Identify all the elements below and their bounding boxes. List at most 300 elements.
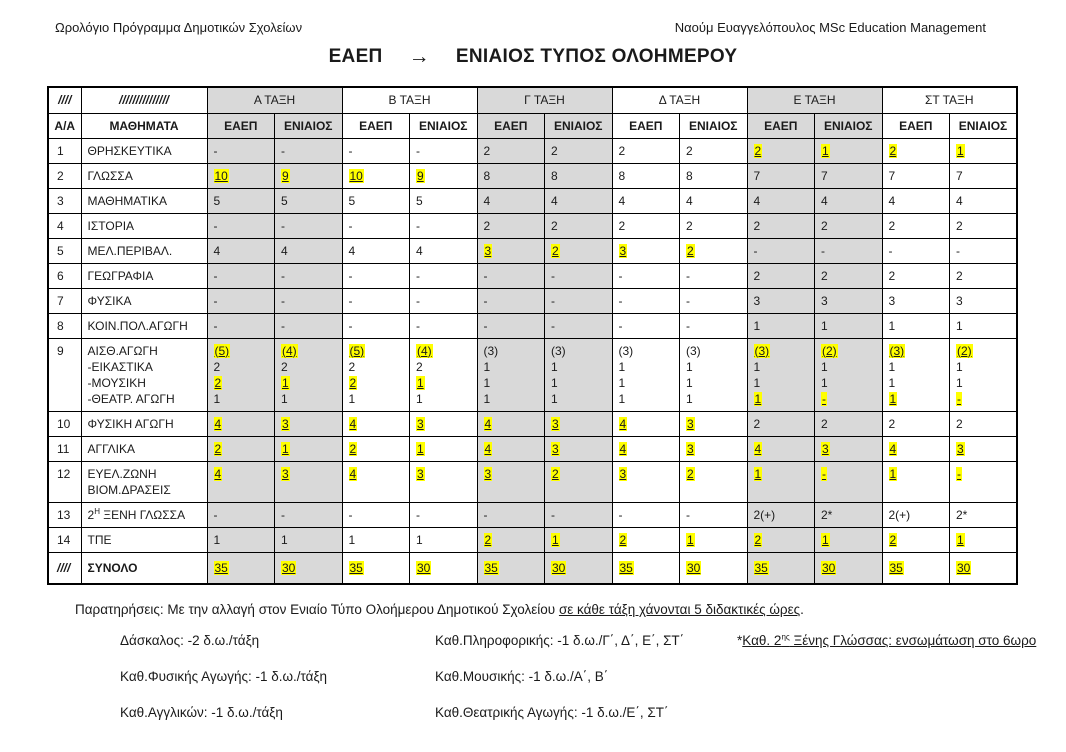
- value-cell: 2: [815, 213, 883, 238]
- row-number: 14: [48, 527, 81, 552]
- value-cell: 2: [747, 411, 815, 436]
- changed-value: 30: [822, 560, 836, 575]
- changed-value: 35: [349, 560, 363, 575]
- value-cell: 4: [612, 188, 680, 213]
- value-cell: [342, 411, 410, 436]
- value-cell: [680, 238, 748, 263]
- row-number: 2: [48, 163, 81, 188]
- schedule-table: [47, 86, 1018, 585]
- subject-row: [48, 436, 1017, 461]
- value-cell: [950, 436, 1018, 461]
- doc-header-left: Ωρολόγιο Πρόγραμμα Δημοτικών Σχολείων: [55, 20, 303, 35]
- value-cell: [477, 527, 545, 552]
- value-cell: -: [207, 213, 275, 238]
- total-value-cell: [275, 552, 343, 584]
- value-cell: 2: [950, 263, 1018, 288]
- notes-section: [0, 602, 1066, 720]
- value-cell: 3: [815, 288, 883, 313]
- subject-cell: ΙΣΤΟΡΙΑ: [81, 213, 207, 238]
- value-cell: 5: [342, 188, 410, 213]
- type-header: ΕΝΙΑΙΟΣ: [950, 113, 1018, 138]
- value-cell: 4: [882, 188, 950, 213]
- value-cell: 2: [882, 263, 950, 288]
- note-item: Δάσκαλος: -2 δ.ω./τάξη: [120, 632, 260, 648]
- value-cell: -: [477, 313, 545, 338]
- value-cell: (5) 2 2 1: [342, 338, 410, 411]
- total-value-cell: [207, 552, 275, 584]
- value-cell: 2: [950, 411, 1018, 436]
- changed-value: 3: [687, 441, 694, 456]
- value-cell: -: [410, 502, 478, 527]
- value-cell: -: [747, 238, 815, 263]
- changed-value: 3: [552, 416, 559, 431]
- value-cell: 1: [950, 313, 1018, 338]
- value-cell: (5) 2 2 1: [207, 338, 275, 411]
- corner-cell: ///////////////: [81, 87, 207, 113]
- value-cell: 7: [747, 163, 815, 188]
- total-label: ΣΥΝΟΛΟ: [81, 552, 207, 584]
- total-value-cell: [950, 552, 1018, 584]
- changed-value: (3): [754, 343, 770, 358]
- value-cell: [275, 461, 343, 502]
- changed-value: 1: [889, 391, 897, 406]
- value-cell: [747, 527, 815, 552]
- row-number: 9: [48, 338, 81, 411]
- value-cell: 4: [410, 238, 478, 263]
- value-cell: 2*: [815, 502, 883, 527]
- changed-value: 1: [822, 532, 829, 547]
- value-cell: -: [207, 288, 275, 313]
- notes-intro-tail: .: [800, 601, 804, 617]
- value-cell: [207, 411, 275, 436]
- subject-row: [48, 188, 1017, 213]
- value-cell: -: [680, 313, 748, 338]
- subject-cell: $2^H$ ΞΕΝΗ ΓΛΩΣΣΑ: [81, 502, 207, 527]
- changed-value: 1: [822, 143, 829, 158]
- value-cell: [815, 461, 883, 502]
- changed-value: 3: [417, 416, 424, 431]
- value-cell: [950, 138, 1018, 163]
- type-header: ΕΝΙΑΙΟΣ: [680, 113, 748, 138]
- changed-value: 1: [417, 441, 424, 456]
- value-cell: (4) 2 1 1: [275, 338, 343, 411]
- subject-row: [48, 288, 1017, 313]
- value-cell: 2(+): [882, 502, 950, 527]
- row-number: 13: [48, 502, 81, 527]
- value-cell: -: [275, 263, 343, 288]
- changed-value: 30: [417, 560, 431, 575]
- value-cell: 4: [275, 238, 343, 263]
- grade-header: Δ ΤΑΞΗ: [612, 87, 747, 113]
- value-cell: [545, 436, 613, 461]
- value-cell: (3) 1 1 1: [612, 338, 680, 411]
- row-number: 1: [48, 138, 81, 163]
- value-cell: [747, 461, 815, 502]
- value-cell: -: [612, 313, 680, 338]
- value-cell: -: [477, 288, 545, 313]
- changed-value: 30: [282, 560, 296, 575]
- changed-value: 2: [552, 243, 559, 258]
- value-cell: 3: [747, 288, 815, 313]
- value-cell: 8: [612, 163, 680, 188]
- value-cell: [612, 238, 680, 263]
- type-header: ΕΑΕΠ: [747, 113, 815, 138]
- row-number: 10: [48, 411, 81, 436]
- value-cell: [477, 436, 545, 461]
- type-header: ΕΑΕΠ: [882, 113, 950, 138]
- value-cell: (3) 1 1 1: [747, 338, 815, 411]
- value-cell: -: [342, 138, 410, 163]
- value-cell: 8: [680, 163, 748, 188]
- value-cell: -: [207, 313, 275, 338]
- title-eaep: ΕΑΕΠ: [328, 46, 383, 67]
- changed-value: -: [822, 391, 826, 406]
- value-cell: -: [612, 263, 680, 288]
- value-cell: [882, 527, 950, 552]
- value-cell: [410, 436, 478, 461]
- type-header: ΕΑΕΠ: [342, 113, 410, 138]
- doc-header-right: Ναούμ Ευαγγελόπουλος MSc Education Management: [674, 20, 986, 35]
- subject-row: [48, 263, 1017, 288]
- right-arrow-icon: →: [408, 45, 430, 68]
- value-cell: -: [207, 263, 275, 288]
- value-cell: [477, 461, 545, 502]
- value-cell: [882, 436, 950, 461]
- value-cell: -: [342, 213, 410, 238]
- value-cell: -: [680, 288, 748, 313]
- value-cell: -: [680, 502, 748, 527]
- subject-cell: ΓΛΩΣΣΑ: [81, 163, 207, 188]
- value-cell: [207, 163, 275, 188]
- value-cell: [680, 461, 748, 502]
- value-cell: -: [545, 502, 613, 527]
- changed-value: -: [957, 466, 961, 481]
- value-cell: -: [342, 288, 410, 313]
- changed-value: 3: [687, 416, 694, 431]
- value-cell: -: [815, 238, 883, 263]
- value-cell: -: [207, 502, 275, 527]
- value-cell: [612, 436, 680, 461]
- type-header: ΕΝΙΑΙΟΣ: [275, 113, 343, 138]
- notes-intro: [75, 602, 1066, 617]
- value-cell: [612, 461, 680, 502]
- subject-cell: ΘΡΗΣΚΕΥΤΙΚΑ: [81, 138, 207, 163]
- value-cell: 2: [815, 263, 883, 288]
- value-cell: -: [410, 263, 478, 288]
- value-cell: [680, 411, 748, 436]
- subject-cell: ΓΕΩΓΡΑΦΙΑ: [81, 263, 207, 288]
- value-cell: [275, 163, 343, 188]
- value-cell: 7: [950, 163, 1018, 188]
- row-number: 6: [48, 263, 81, 288]
- value-cell: 4: [545, 188, 613, 213]
- value-cell: [207, 436, 275, 461]
- changed-value: (5): [349, 343, 365, 358]
- value-cell: -: [612, 502, 680, 527]
- value-cell: [207, 461, 275, 502]
- subject-header: ΜΑΘΗΜΑΤΑ: [81, 113, 207, 138]
- value-cell: 2: [882, 213, 950, 238]
- value-cell: [680, 527, 748, 552]
- value-cell: [747, 138, 815, 163]
- changed-value: 1: [754, 391, 762, 406]
- value-cell: 2: [612, 213, 680, 238]
- total-value-cell: [815, 552, 883, 584]
- changed-value: 3: [282, 416, 289, 431]
- value-cell: [477, 411, 545, 436]
- notes-intro-plain: Παρατηρήσεις: Με την αλλαγή στον Ενιαίο Τύπο Ολοήμερου Δημοτικού Σχολείου: [75, 601, 559, 617]
- value-cell: [545, 411, 613, 436]
- changed-value: 10: [349, 168, 363, 183]
- value-cell: 1: [275, 527, 343, 552]
- row-number: 8: [48, 313, 81, 338]
- value-cell: 2: [882, 411, 950, 436]
- value-cell: -: [410, 213, 478, 238]
- changed-value: 1: [282, 441, 289, 456]
- subject-cell: ΑΓΓΛΙΚΑ: [81, 436, 207, 461]
- row-number: 12: [48, 461, 81, 502]
- value-cell: -: [275, 502, 343, 527]
- value-cell: -: [275, 288, 343, 313]
- grade-header: Ε ΤΑΞΗ: [747, 87, 882, 113]
- value-cell: 4: [207, 238, 275, 263]
- row-number: 11: [48, 436, 81, 461]
- value-cell: [815, 527, 883, 552]
- changed-value: 10: [214, 168, 228, 183]
- total-value-cell: [612, 552, 680, 584]
- changed-value: (5): [214, 343, 230, 358]
- note-item: Καθ.Θεατρικής Αγωγής: -1 δ.ω./Ε΄, ΣΤ΄: [435, 704, 669, 720]
- subject-row: [48, 313, 1017, 338]
- value-cell: (3) 1 1 1: [545, 338, 613, 411]
- subject-row: [48, 138, 1017, 163]
- changed-value: (3): [889, 343, 905, 358]
- value-cell: 4: [680, 188, 748, 213]
- note-item: Καθ.Αγγλικών: -1 δ.ω./τάξη: [120, 704, 283, 720]
- value-cell: 2(+): [747, 502, 815, 527]
- title-eniaios: ΕΝΙΑΙΟΣ ΤΥΠΟΣ ΟΛΟΗΜΕΡΟΥ: [455, 46, 738, 67]
- changed-value: 4: [349, 416, 357, 431]
- value-cell: -: [950, 238, 1018, 263]
- subject-row: [48, 502, 1017, 527]
- changed-value: 1: [552, 532, 559, 547]
- value-cell: 4: [477, 188, 545, 213]
- changed-value: 3: [552, 441, 559, 456]
- document-header: [0, 0, 1066, 35]
- value-cell: [477, 238, 545, 263]
- corner-cell: ////: [48, 87, 81, 113]
- changed-value: 35: [754, 560, 768, 575]
- value-cell: 2: [747, 263, 815, 288]
- subject-cell: ΜΕΛ.ΠΕΡΙΒΑΛ.: [81, 238, 207, 263]
- type-header: ΕΝΙΑΙΟΣ: [410, 113, 478, 138]
- changed-value: 9: [417, 168, 424, 183]
- changed-value: (2): [957, 343, 972, 358]
- changed-value: (2): [822, 343, 837, 358]
- value-cell: [545, 461, 613, 502]
- value-cell: [950, 461, 1018, 502]
- value-cell: 3: [950, 288, 1018, 313]
- value-cell: -: [275, 213, 343, 238]
- value-cell: [612, 411, 680, 436]
- changed-value: 4: [619, 441, 627, 456]
- value-cell: 2: [612, 138, 680, 163]
- value-cell: [747, 436, 815, 461]
- changed-value: 1: [889, 466, 897, 481]
- changed-value: 1: [754, 466, 762, 481]
- value-cell: [545, 238, 613, 263]
- row-number: 3: [48, 188, 81, 213]
- value-cell: [275, 436, 343, 461]
- type-header: ΕΑΕΠ: [477, 113, 545, 138]
- value-cell: -: [342, 313, 410, 338]
- changed-value: 3: [484, 466, 492, 481]
- changed-value: 30: [687, 560, 701, 575]
- value-cell: -: [477, 502, 545, 527]
- value-cell: 2: [950, 213, 1018, 238]
- value-cell: 4: [747, 188, 815, 213]
- changed-value: 3: [619, 466, 627, 481]
- value-cell: 2: [477, 138, 545, 163]
- total-value-cell: [680, 552, 748, 584]
- changed-value: 2: [349, 375, 357, 390]
- type-header: ΕΑΕΠ: [207, 113, 275, 138]
- changed-value: 4: [349, 466, 357, 481]
- value-cell: 4: [815, 188, 883, 213]
- changed-value: 1: [957, 143, 964, 158]
- subject-row: [48, 461, 1017, 502]
- value-cell: 1: [207, 527, 275, 552]
- subject-cell: ΚΟΙΝ.ΠΟΛ.ΑΓΩΓΗ: [81, 313, 207, 338]
- changed-value: 2: [687, 466, 694, 481]
- value-cell: (2) 1 1 -: [815, 338, 883, 411]
- value-cell: -: [342, 502, 410, 527]
- value-cell: 4: [342, 238, 410, 263]
- value-cell: (2) 1 1 -: [950, 338, 1018, 411]
- value-cell: 2: [545, 213, 613, 238]
- changed-value: 3: [619, 243, 627, 258]
- changed-value: 2: [214, 375, 222, 390]
- value-cell: [342, 461, 410, 502]
- changed-value: 2: [754, 143, 762, 158]
- changed-value: 4: [214, 416, 222, 431]
- value-cell: 2: [477, 213, 545, 238]
- value-cell: (3) 1 1 1: [680, 338, 748, 411]
- value-cell: 1: [882, 313, 950, 338]
- grade-header: ΣΤ ΤΑΞΗ: [882, 87, 1017, 113]
- changed-value: 1: [282, 375, 289, 390]
- note-item: Καθ.Φυσικής Αγωγής: -1 δ.ω./τάξη: [120, 668, 328, 684]
- value-cell: 4: [950, 188, 1018, 213]
- changed-value: 30: [957, 560, 971, 575]
- total-value-cell: [545, 552, 613, 584]
- value-cell: [410, 163, 478, 188]
- value-cell: -: [477, 263, 545, 288]
- row-number: 5: [48, 238, 81, 263]
- changed-value: (4): [417, 343, 432, 358]
- value-cell: -: [342, 263, 410, 288]
- subject-cell: ΑΙΣΘ.ΑΓΩΓΗ -ΕΙΚΑΣΤΙΚΑ -ΜΟΥΣΙΚΗ -ΘΕΑΤΡ. ΑΓΩΓΗ: [81, 338, 207, 411]
- value-cell: [342, 436, 410, 461]
- subject-cell: ΤΠΕ: [81, 527, 207, 552]
- value-cell: [815, 138, 883, 163]
- notes-intro-underlined: σε κάθε τάξη χάνονται 5 διδακτικές ώρες: [558, 601, 801, 617]
- value-cell: [275, 411, 343, 436]
- type-header: ΕΝΙΑΙΟΣ: [545, 113, 613, 138]
- changed-value: 2: [687, 243, 694, 258]
- value-cell: 2: [747, 213, 815, 238]
- total-value-cell: [747, 552, 815, 584]
- value-cell: 1: [815, 313, 883, 338]
- subject-row: [48, 527, 1017, 552]
- changed-value: 3: [484, 243, 492, 258]
- value-cell: -: [545, 288, 613, 313]
- value-cell: [545, 527, 613, 552]
- changed-value: 1: [687, 532, 694, 547]
- value-cell: -: [410, 138, 478, 163]
- value-cell: 1: [747, 313, 815, 338]
- changed-value: -: [957, 391, 961, 406]
- changed-value: 4: [889, 441, 897, 456]
- changed-value: 4: [214, 466, 222, 481]
- value-cell: [815, 436, 883, 461]
- changed-value: -: [822, 466, 826, 481]
- value-cell: (4) 2 1 1: [410, 338, 478, 411]
- changed-value: 35: [214, 560, 228, 575]
- changed-value: 1: [957, 532, 964, 547]
- changed-value: 4: [484, 416, 492, 431]
- grade-header: Γ ΤΑΞΗ: [477, 87, 612, 113]
- total-value-cell: [342, 552, 410, 584]
- value-cell: [680, 436, 748, 461]
- changed-value: 2: [889, 143, 897, 158]
- changed-value: 35: [619, 560, 633, 575]
- changed-value: 2: [619, 532, 627, 547]
- note-item: Καθ.Μουσικής: -1 δ.ω./Α΄, Β΄: [435, 668, 609, 684]
- subject-cell: ΦΥΣΙΚΑ: [81, 288, 207, 313]
- type-header: ΕΝΙΑΙΟΣ: [815, 113, 883, 138]
- total-value-cell: [410, 552, 478, 584]
- changed-value: 35: [484, 560, 498, 575]
- grade-header: Β ΤΑΞΗ: [342, 87, 477, 113]
- value-cell: -: [207, 138, 275, 163]
- changed-value: 4: [484, 441, 492, 456]
- changed-value: 2: [349, 441, 357, 456]
- subject-cell: ΦΥΣΙΚΗ ΑΓΩΓΗ: [81, 411, 207, 436]
- value-cell: 2: [815, 411, 883, 436]
- changed-value: 2: [552, 466, 559, 481]
- changed-value: 35: [889, 560, 903, 575]
- notes-grid: [120, 633, 1066, 720]
- row-number: 4: [48, 213, 81, 238]
- changed-value: 3: [417, 466, 424, 481]
- value-cell: [950, 527, 1018, 552]
- value-cell: -: [545, 313, 613, 338]
- changed-value: 4: [754, 441, 762, 456]
- changed-value: 3: [282, 466, 289, 481]
- value-cell: [882, 461, 950, 502]
- aa-header: Α/Α: [48, 113, 81, 138]
- subject-row: [48, 163, 1017, 188]
- subject-cell: ΜΑΘΗΜΑΤΙΚΑ: [81, 188, 207, 213]
- note-item-empty: [737, 705, 1066, 720]
- changed-value: (4): [282, 343, 297, 358]
- value-cell: -: [612, 288, 680, 313]
- value-cell: [612, 527, 680, 552]
- page-title: [0, 45, 1066, 69]
- total-row: [48, 552, 1017, 584]
- value-cell: 7: [882, 163, 950, 188]
